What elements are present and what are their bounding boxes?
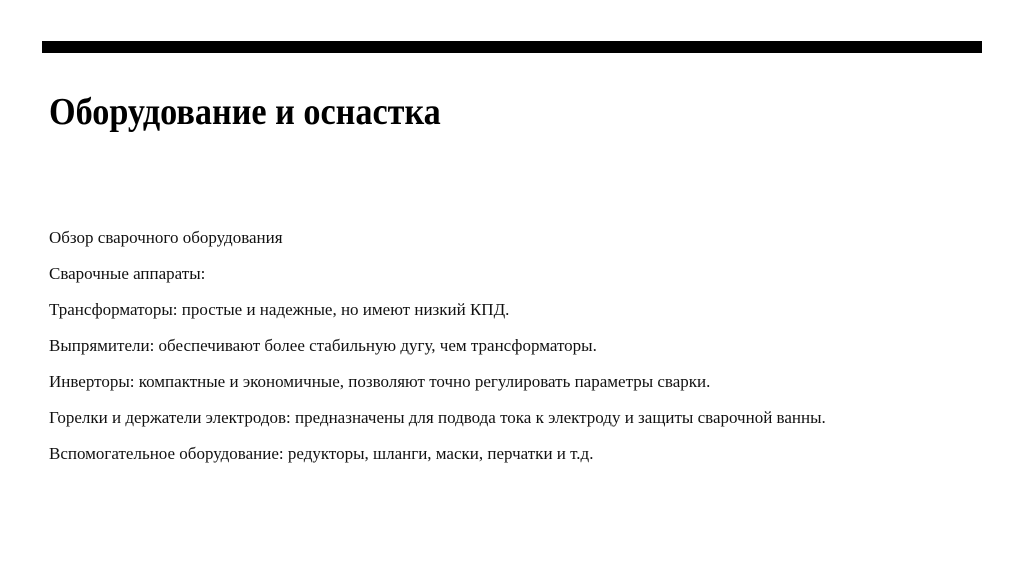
body-line: Обзор сварочного оборудования: [49, 228, 283, 247]
slide-body: [49, 220, 826, 472]
body-line: Инверторы: компактные и экономичные, позволяют точно регулировать параметры сварки.: [49, 372, 711, 391]
body-line: Сварочные аппараты:: [49, 264, 206, 283]
body-line: Вспомогательное оборудование: редукторы, шланги, маски, перчатки и т.д.: [49, 444, 594, 463]
body-line: Трансформаторы: простые и надежные, но имеют низкий КПД.: [49, 300, 510, 319]
slide-title: Оборудование и оснастка: [49, 91, 441, 133]
body-line: Выпрямители: обеспечивают более стабильную дугу, чем трансформаторы.: [49, 336, 597, 355]
top-decorative-bar: [42, 41, 982, 53]
body-line: Горелки и держатели электродов: предназначены для подвода тока к электроду и защиты сварочной ванны.: [49, 408, 826, 427]
